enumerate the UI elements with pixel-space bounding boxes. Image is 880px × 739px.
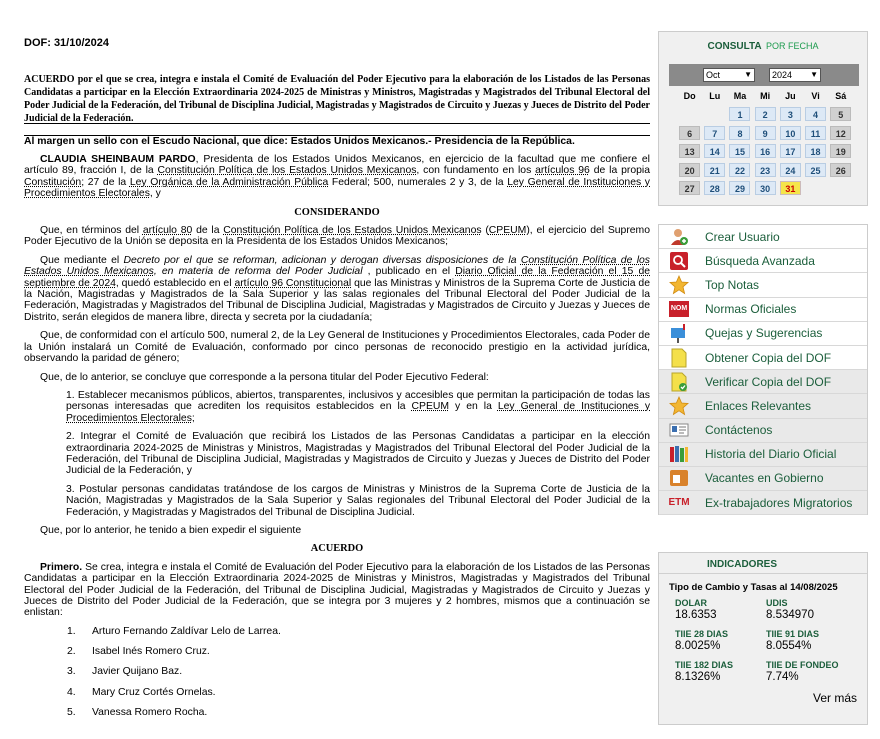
calendar-day[interactable]: 20 xyxy=(679,163,700,177)
calendar-day[interactable]: 15 xyxy=(729,144,750,158)
month-value: Oct xyxy=(706,70,721,80)
member-name: Isabel Inés Romero Cruz. xyxy=(92,646,210,658)
list-item xyxy=(24,646,650,666)
menu-item-label: Ex-trabajadores Migratorios xyxy=(705,495,853,510)
text: 1. Establecer mecanismos públicos, abiertos, transparentes, inclusivos y accesibles que permitan la participación de todas las personas interesadas que acrediten los requisitos establecidos en la xyxy=(66,389,650,413)
text: Se crea, integra e instala el Comité de Evaluación del Poder Ejecutivo para la elaboración de los Listados de las Personas Candidatas a participar en la Elección Extraordinaria 2024-2025 de Ministras y Ministros, Magistradas y Magistrados del Tribunal Electoral del Poder Judicial de la Federación, del Tribunal de Disciplina Judicial, Magistradas y Magistrados de Circuito y Juezas y Jueces de Distrito del Poder Judicial de la Federación, que se integra por 3 mujeres y 2 hombres, mismos que a continuación se enlistan: xyxy=(24,561,650,619)
nom-icon: NOM xyxy=(668,300,690,318)
indicator-value: 8.1326% xyxy=(675,671,721,683)
link-articulo-80[interactable]: artículo 80 xyxy=(142,225,193,237)
text: ( xyxy=(481,225,489,237)
indicator-label: TIIE 91 DIAS xyxy=(766,629,820,639)
calendar-day[interactable]: 24 xyxy=(780,163,801,177)
calendar-day[interactable]: 12 xyxy=(830,126,851,140)
text: , con fundamento en los xyxy=(416,165,536,177)
members-list xyxy=(24,626,650,727)
calendar-day[interactable]: 26 xyxy=(830,163,851,177)
calendar-header xyxy=(659,32,867,64)
calendar-empty-cell xyxy=(704,107,725,121)
contact-card-icon xyxy=(668,421,690,439)
heading-considerando: CONSIDERANDO xyxy=(294,206,380,218)
calendar-day[interactable]: 8 xyxy=(729,126,750,140)
calendar-day[interactable]: 29 xyxy=(729,181,750,195)
weekday-label: Sá xyxy=(835,91,847,101)
divider xyxy=(659,573,867,574)
calendar-day[interactable]: 13 xyxy=(679,144,700,158)
list-item xyxy=(24,626,650,646)
member-name: Arturo Fernando Zaldívar Lelo de Larrea. xyxy=(92,625,281,637)
menu-item-normas-oficiales[interactable] xyxy=(659,298,867,322)
text: ; 27 de la xyxy=(81,176,130,188)
menu-item-label: Enlaces Relevantes xyxy=(705,398,812,413)
menu-item-quejas-y-sugerencias[interactable] xyxy=(659,322,867,346)
member-name: Vanessa Romero Rocha. xyxy=(92,707,208,718)
calendar-subtitle: POR FECHA xyxy=(766,41,819,51)
calendar-day[interactable]: 21 xyxy=(704,163,725,177)
indicator-value: 8.0025% xyxy=(675,640,721,652)
user-add-icon xyxy=(668,228,690,246)
text: de la xyxy=(192,225,224,237)
calendar-day[interactable]: 1 xyxy=(729,107,750,121)
calendar-empty-cell xyxy=(679,107,700,121)
weekday-label: Do xyxy=(683,91,696,101)
heading-acuerdo: ACUERDO xyxy=(310,543,364,555)
menu-item-búsqueda-avanzada[interactable] xyxy=(659,249,867,273)
calendar-day[interactable]: 14 xyxy=(704,144,725,158)
dof-date: DOF: 31/10/2024 xyxy=(24,37,109,49)
menu-item-label: Crear Usuario xyxy=(705,229,780,244)
list-item xyxy=(24,666,650,686)
calendar-day[interactable]: 3 xyxy=(780,107,801,121)
paragraph-preamble xyxy=(24,154,650,200)
menu-item-ex-trabajadores-migratorios[interactable] xyxy=(659,491,867,515)
text: , y xyxy=(149,188,161,200)
calendar-week xyxy=(677,105,853,124)
text: , publicado en el xyxy=(362,266,456,278)
calendar-day[interactable]: 19 xyxy=(830,144,851,158)
list-item-3: 3. Postular personas candidatas tratándose de los cargos de Ministras y Ministros de la Suprema Corte de Justicia de la Nación, Magistradas y Magistrados de la Sala Superior y Salas regionales del Tribunal Electoral del Poder Judicial de la Federación, y Magistradas y Magistrados del Tribunal de Disciplina Judicial. xyxy=(66,483,650,518)
indicator-label: DOLAR xyxy=(675,598,707,608)
item-number: 1. xyxy=(67,625,76,637)
calendar-day[interactable]: 6 xyxy=(679,126,700,140)
text: Que mediante el xyxy=(40,254,124,266)
link-cpeum[interactable]: Constitución Política de los Estados Unidos Mexicanos xyxy=(157,165,417,177)
list-item xyxy=(24,687,650,707)
margin-note: Al margen un sello con el Escudo Nacional, que dice: Estados Unidos Mexicanos.- Presidencia de la República. xyxy=(24,136,575,147)
star-icon xyxy=(668,276,690,294)
calendar-week xyxy=(677,124,853,143)
calendar-day[interactable]: 30 xyxy=(755,181,776,195)
link-constitucion[interactable]: Constitución xyxy=(24,176,82,188)
text: ; xyxy=(191,412,195,424)
year-value: 2024 xyxy=(772,70,793,80)
paragraph-considerando-3: Que, de conformidad con el artículo 500, numeral 2, de la Ley General de Instituciones y Procedimientos Electorales, cada Poder de la Unión instalará un Comité de Evaluación, conformado por cinco personas de reconocido prestigio en la actividad jurídica, observando la paridad de género; xyxy=(24,330,650,365)
menu-item-verificar-copia-del-dof[interactable] xyxy=(659,370,867,394)
menu-item-top-notas[interactable] xyxy=(659,273,867,297)
menu-item-label: Obtener Copia del DOF xyxy=(705,350,832,365)
etm-icon: ETM xyxy=(668,497,690,509)
mailbox-icon xyxy=(668,324,690,342)
link-cpeum-abbr[interactable]: CPEUM xyxy=(411,401,450,413)
menu-item-vacantes-en-gobierno[interactable] xyxy=(659,467,867,491)
menu-item-obtener-copia-del-dof[interactable] xyxy=(659,346,867,370)
menu-item-crear-usuario[interactable] xyxy=(659,225,867,249)
list-item xyxy=(24,707,650,727)
search-icon xyxy=(668,252,690,270)
calendar-day[interactable]: 2 xyxy=(755,107,776,121)
document-body xyxy=(24,154,650,727)
calendar-day-today[interactable]: 31 xyxy=(780,181,801,195)
text: , Presidenta de los Estados Unidos Mexicanos, en ejercicio de la facultad que me confiere el artículo 89, fracción I, de la xyxy=(24,154,650,177)
indicator-value: 8.534970 xyxy=(766,609,814,621)
text: y en la xyxy=(449,401,498,413)
calendar-day[interactable]: 22 xyxy=(729,163,750,177)
star-icon xyxy=(668,397,690,415)
weekday-label: Lu xyxy=(709,91,721,101)
item-number: 2. xyxy=(67,646,76,658)
calendar-weekdays xyxy=(677,88,853,105)
link-articulo-96[interactable]: artículo 96 Constitucional xyxy=(234,277,352,289)
weekday-label: Vi xyxy=(811,91,820,101)
calendar-title: CONSULTA xyxy=(707,41,762,52)
calendar-day[interactable]: 10 xyxy=(780,126,801,140)
calendar-week xyxy=(677,179,853,198)
calendar-day[interactable]: 17 xyxy=(780,144,801,158)
paragraph-conclusion: Que, por lo anterior, he tenido a bien expedir el siguiente xyxy=(40,524,302,536)
weekday-label: Ma xyxy=(733,91,747,101)
decree-title: , en materia de reforma del Poder Judicial xyxy=(153,266,363,278)
indicator-value: 8.0554% xyxy=(766,640,812,652)
menu-item-enlaces-relevantes[interactable] xyxy=(659,394,867,418)
indicator-value: 7.74% xyxy=(766,671,799,683)
calendar-week xyxy=(677,161,853,180)
text: Que, en términos del xyxy=(40,225,143,237)
calendar-grid xyxy=(677,88,853,198)
indicators-subtitle: Tipo de Cambio y Tasas al 14/08/2025 xyxy=(669,582,838,593)
document-check-icon xyxy=(668,373,690,391)
item-number: 3. xyxy=(67,666,76,678)
calendar-day[interactable]: 5 xyxy=(830,107,851,121)
indicator-label: UDIS xyxy=(766,598,788,608)
briefcase-icon xyxy=(668,469,690,487)
paragraph-considerando-2 xyxy=(24,255,650,323)
calendar-panel xyxy=(658,31,868,206)
item-number: 4. xyxy=(67,686,76,698)
link-articulos-96[interactable]: artículos 96 xyxy=(535,165,590,177)
text: que las Ministras y Ministros de la Suprema Corte de Justicia de la Nación, Magistradas y Magistrados de la Sala Superior y las salas regionales del Tribunal Electoral del Poder Judicial de la Federación, Magistradas y Magistrados del Tribunal de Disciplina Judicial, Magistradas y Magistrados de Circuito y Juezas y Jueces de Distrito, serán elegidos de manera libre, directa y secreta por la ciudadanía; xyxy=(24,277,650,323)
menu-item-label: Búsqueda Avanzada xyxy=(705,253,815,268)
item-number: 5. xyxy=(67,707,76,718)
paragraph-primero xyxy=(24,562,650,619)
text: ), el ejercicio del Supremo Poder Ejecutivo de la Unión se deposita en la Presidenta de los Estados Unidos Mexicanos; xyxy=(24,225,650,248)
indicators-title: INDICADORES xyxy=(707,559,778,570)
text: , quedó establecido en el xyxy=(115,277,235,289)
link-cpeum-abbr[interactable]: CPEUM xyxy=(488,225,527,237)
calendar-week xyxy=(677,142,853,161)
indicator-label: TIIE 182 DIAS xyxy=(675,660,734,670)
link-cpeum[interactable]: Constitución Política de los Estados Unidos Mexicanos xyxy=(24,254,650,278)
link-ley-organica[interactable]: Ley Orgánica de la Administración Pública xyxy=(129,176,329,188)
year-select[interactable] xyxy=(769,68,821,82)
indicator-label: TIIE 28 DIAS xyxy=(675,629,729,639)
calendar-day[interactable]: 28 xyxy=(704,181,725,195)
link-dof-15-sep[interactable]: Diario Oficial de la Federación el 15 de septiembre de 2024 xyxy=(24,266,651,289)
divider xyxy=(24,123,650,124)
menu-item-historia-del-diario-oficial[interactable] xyxy=(659,443,867,467)
indicators-panel xyxy=(658,552,868,725)
calendar-selector-bar xyxy=(669,64,859,86)
menu-item-label: Top Notas xyxy=(705,277,760,292)
document-icon xyxy=(668,349,690,367)
decree-title: Decreto por el que se reforman, adicionan y derogan diversas disposiciones de la xyxy=(123,254,521,266)
calendar-day[interactable]: 7 xyxy=(704,126,725,140)
calendar-day[interactable]: 16 xyxy=(755,144,776,158)
chevron-down-icon: ▼ xyxy=(810,70,818,79)
menu-item-label: Vacantes en Gobierno xyxy=(705,471,824,486)
ver-mas-link[interactable]: Ver más xyxy=(812,691,857,705)
text: Federal; 500, numerales 2 y 3, de la xyxy=(328,176,508,188)
article-label: Primero. xyxy=(40,561,83,573)
text: de la propia xyxy=(589,165,650,177)
link-cpeum[interactable]: Constitución Política de los Estados Unidos Mexicanos xyxy=(223,225,482,237)
menu-item-label: Historia del Diario Oficial xyxy=(705,447,837,462)
weekday-label: Mi xyxy=(760,91,771,101)
calendar-day[interactable]: 11 xyxy=(805,126,826,140)
paragraph-considerando-1 xyxy=(24,225,650,248)
calendar-empty-cell xyxy=(805,181,826,195)
list-item-2: 2. Integrar el Comité de Evaluación que recibirá los Listados de las Personas Candidatas a participar en la elección extraordinaria 2024-2025 de Ministras y Ministros, Magistradas y Magistrados del Tribunal Electoral del Poder Judicial de la Federación, del Tribunal de Disciplina Judicial, Magistradas y Magistrados de Circuito y Juezas y Jueces de Distrito del Poder Judicial de la Federación, y xyxy=(66,431,650,477)
menu-item-label: Normas Oficiales xyxy=(705,302,797,317)
books-icon xyxy=(668,445,690,463)
weekday-label: Ju xyxy=(785,91,796,101)
calendar-day[interactable]: 4 xyxy=(805,107,826,121)
link-ley-general[interactable]: Ley General de Instituciones y Procedimientos Electorales xyxy=(66,401,651,424)
month-select[interactable] xyxy=(703,68,755,82)
calendar-day[interactable]: 25 xyxy=(805,163,826,177)
menu-item-label: Verificar Copia del DOF xyxy=(705,374,832,389)
president-name: CLAUDIA SHEINBAUM PARDO xyxy=(40,154,196,165)
member-name: Mary Cruz Cortés Ornelas. xyxy=(92,686,216,698)
list-item-1 xyxy=(66,390,650,424)
document-title: ACUERDO por el que se crea, integra e instala el Comité de Evaluación del Poder Ejecutivo para la elaboración de los Listados de las Personas Candidatas a participar en la Elección Extraordinaria 2024-2025 de Ministras y Ministros, Magistradas y Magistrados del Tribunal Electoral del Poder Judicial de la Federación, del Tribunal de Disciplina Judicial, Magistradas y Magistrados de Circuito y Juezas y Jueces de Distrito del Poder Judicial de la Federación. xyxy=(24,74,650,124)
calendar-empty-cell xyxy=(830,181,851,195)
menu-item-contáctenos[interactable] xyxy=(659,419,867,443)
calendar-day[interactable]: 27 xyxy=(679,181,700,195)
calendar-day[interactable]: 9 xyxy=(755,126,776,140)
chevron-down-icon: ▼ xyxy=(744,70,752,79)
paragraph-considerando-4: Que, de lo anterior, se concluye que corresponde a la persona titular del Poder Ejecutivo Federal: xyxy=(40,371,489,383)
menu-item-label: Contáctenos xyxy=(705,423,773,438)
calendar-day[interactable]: 18 xyxy=(805,144,826,158)
indicator-label: TIIE DE FONDEO xyxy=(766,660,839,670)
menu-item-label: Quejas y Sugerencias xyxy=(705,326,823,341)
calendar-day[interactable]: 23 xyxy=(755,163,776,177)
link-ley-general[interactable]: Ley General de Instituciones y Procedimientos Electorales xyxy=(24,176,650,200)
indicator-value: 18.6353 xyxy=(675,609,717,621)
side-menu xyxy=(658,224,868,515)
member-name: Javier Quijano Baz. xyxy=(92,666,183,678)
